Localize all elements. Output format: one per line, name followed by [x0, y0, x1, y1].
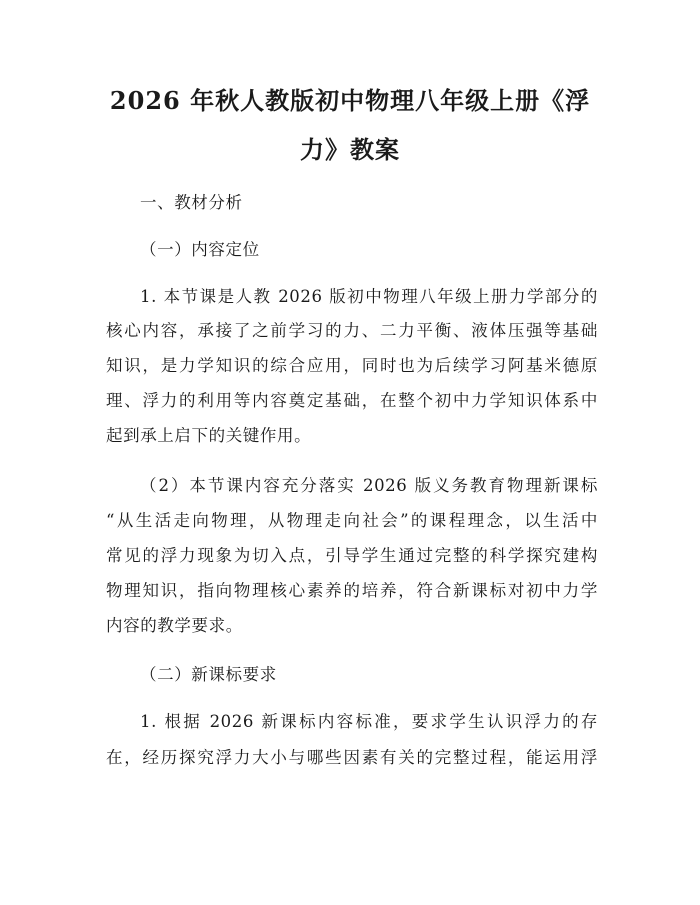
- paragraph-3-line-1: 1. 根据 2026 新课标内容标准，要求学生认识浮力的存: [140, 712, 598, 731]
- paragraph-2-line-5: 内容的教学要求。: [106, 616, 243, 635]
- paragraph-2-line-1: （2）本节课内容充分落实 2026 版义务教育物理新课标: [140, 476, 598, 495]
- paragraph-3-line-2: 在，经历探究浮力大小与哪些因素有关的完整过程，能运用浮: [106, 748, 598, 767]
- paragraph-1-line-2: 核心内容，承接了之前学习的力、二力平衡、液体压强等基础: [106, 321, 598, 340]
- section-heading-textbook-analysis: 一、教材分析: [140, 193, 243, 212]
- subsection-heading-new-curriculum: （二）新课标要求: [140, 665, 277, 684]
- document-title-line-2: 力》教案: [300, 135, 400, 164]
- paragraph-2-line-2: “从生活走向物理，从物理走向社会”的课程理念，以生活中: [106, 511, 598, 530]
- paragraph-2-line-4: 物理知识，指向物理核心素养的培养，符合新课标对初中力学: [106, 581, 598, 600]
- paragraph-1-line-4: 理、浮力的利用等内容奠定基础，在整个初中力学知识体系中: [106, 391, 598, 410]
- document-title-line-1: 2026 年秋人教版初中物理八年级上册《浮: [109, 86, 591, 115]
- paragraph-1-line-5: 起到承上启下的关键作用。: [106, 426, 312, 445]
- subsection-heading-content-positioning: （一）内容定位: [140, 240, 260, 259]
- paragraph-1-line-3: 知识，是力学知识的综合应用，同时也为后续学习阿基米德原: [106, 356, 598, 375]
- paragraph-1-line-1: 1. 本节课是人教 2026 版初中物理八年级上册力学部分的: [140, 287, 598, 306]
- paragraph-2-line-3: 常见的浮力现象为切入点，引导学生通过完整的科学探究建构: [106, 546, 598, 565]
